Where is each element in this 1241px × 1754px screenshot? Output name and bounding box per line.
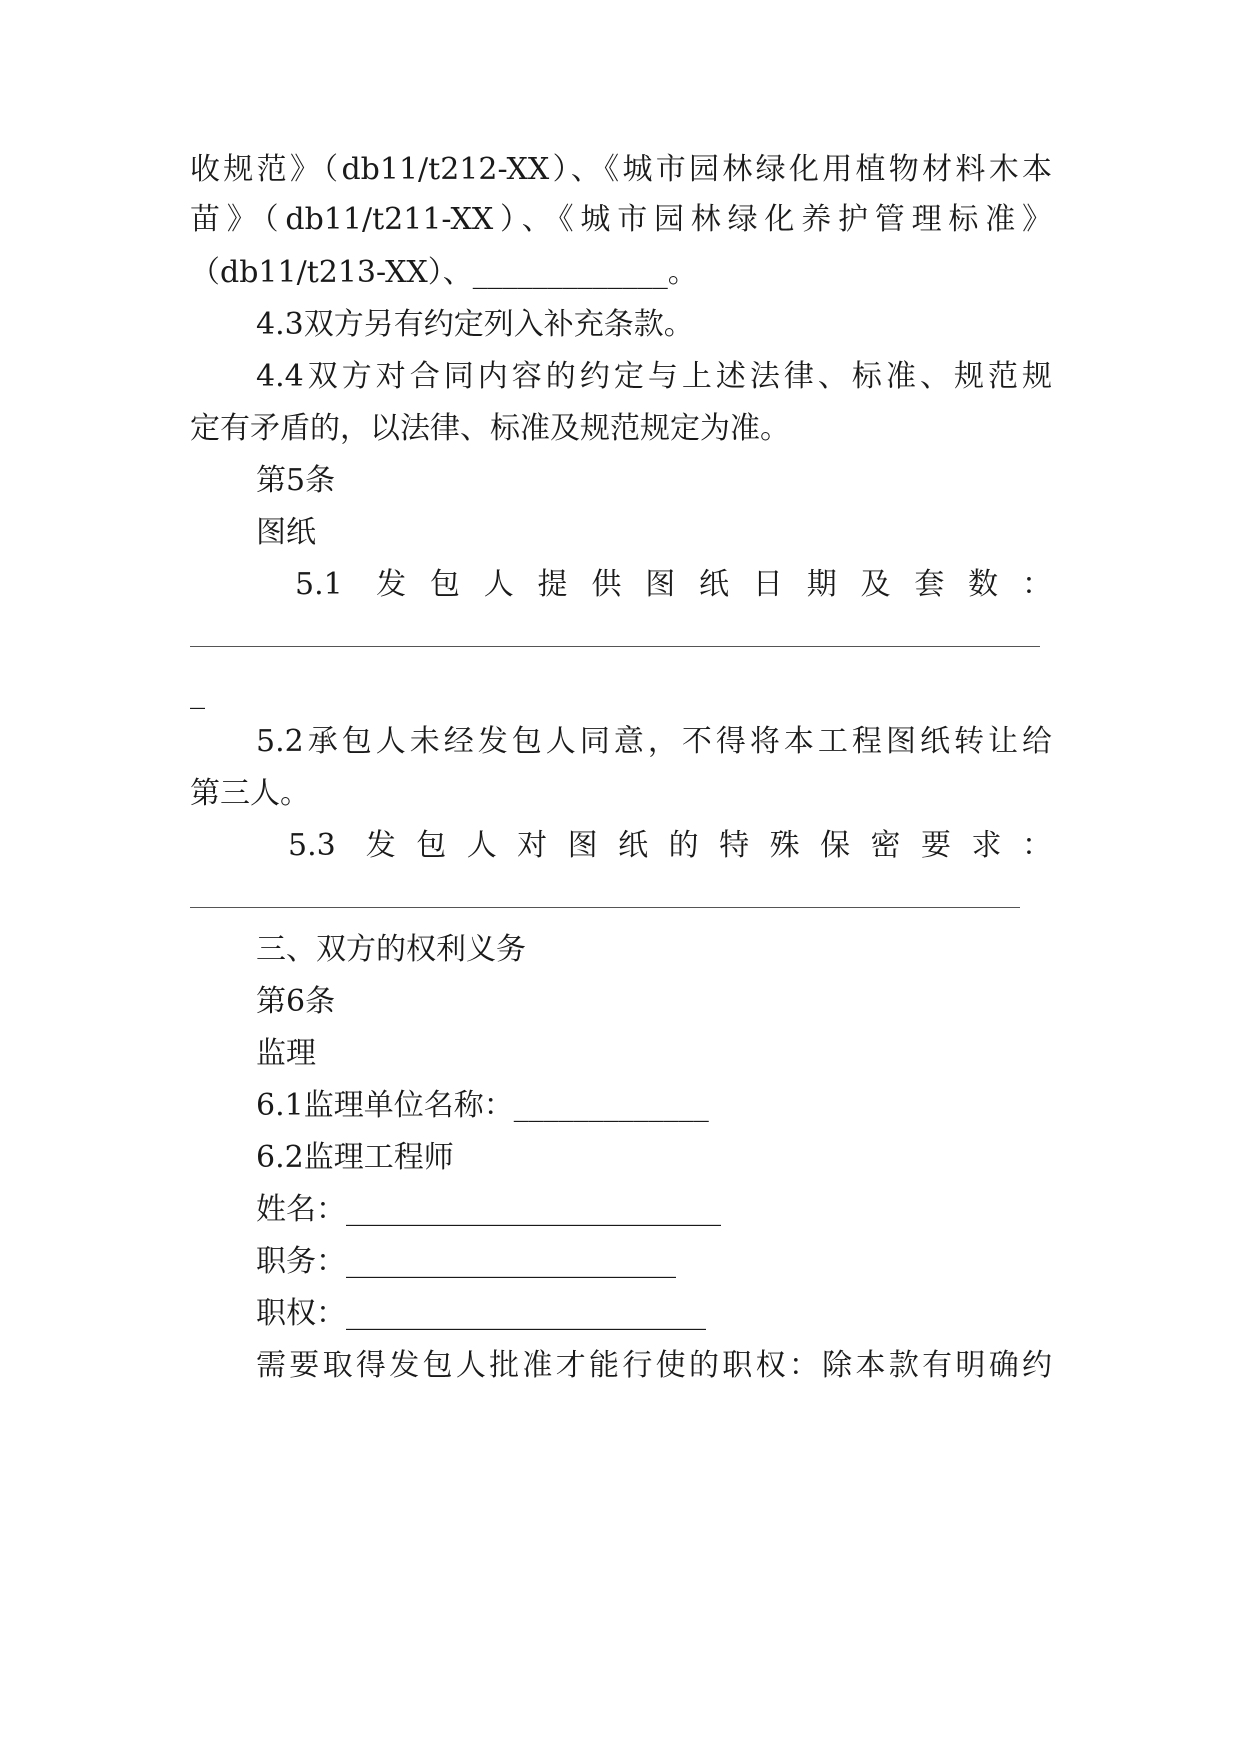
clause-5-3: 5.3 发包人对图纸的特殊保密要求： (288, 828, 1052, 863)
article-5-heading: 第5条 (256, 463, 336, 498)
clause-5-2: 5.2承包人未经发包人同意，不得将本工程图纸转让给 (256, 724, 1052, 759)
clause-6-1: 6.1监理单位名称：_____________ (256, 1088, 709, 1123)
authority-approval-text: 需要取得发包人批准才能行使的职权：除本款有明确约 (256, 1348, 1052, 1383)
supervisor-authority-field: 职权：________________________ (256, 1296, 706, 1331)
supervisor-position-field: 职务：______________________ (256, 1244, 676, 1279)
clause-4-4: 4.4双方对合同内容的约定与上述法律、标准、规范规 (256, 359, 1052, 394)
blank-line-5-3 (190, 907, 1020, 908)
clause-4-3: 4.3双方另有约定列入补充条款。 (256, 307, 694, 342)
clause-5-1: 5.1 发包人提供图纸日期及套数： (295, 567, 1052, 602)
section-3-heading: 三、双方的权利义务 (256, 932, 526, 967)
clause-6-2: 6.2监理工程师 (256, 1140, 454, 1175)
text-line-1: 收规范》（db11/t212-XX）、《城市园林绿化用植物材料木本 (190, 152, 1052, 187)
clause-5-2-cont: 第三人。 (190, 776, 310, 811)
article-5-title: 图纸 (256, 515, 316, 550)
text-line-3: （db11/t213-XX）、_____________。 (190, 255, 698, 290)
blank-line-5-1 (190, 646, 1040, 647)
text-line-2: 苗》（db11/t211-XX）、《城市园林绿化养护管理标准》 (190, 202, 1052, 237)
clause-4-4-cont: 定有矛盾的，以法律、标准及规范规定为准。 (190, 411, 790, 446)
supervisor-name-field: 姓名：_________________________ (256, 1192, 721, 1227)
article-6-heading: 第6条 (256, 984, 336, 1019)
blank-line-5-1-tail: _ (190, 675, 205, 710)
article-6-title: 监理 (256, 1036, 316, 1071)
